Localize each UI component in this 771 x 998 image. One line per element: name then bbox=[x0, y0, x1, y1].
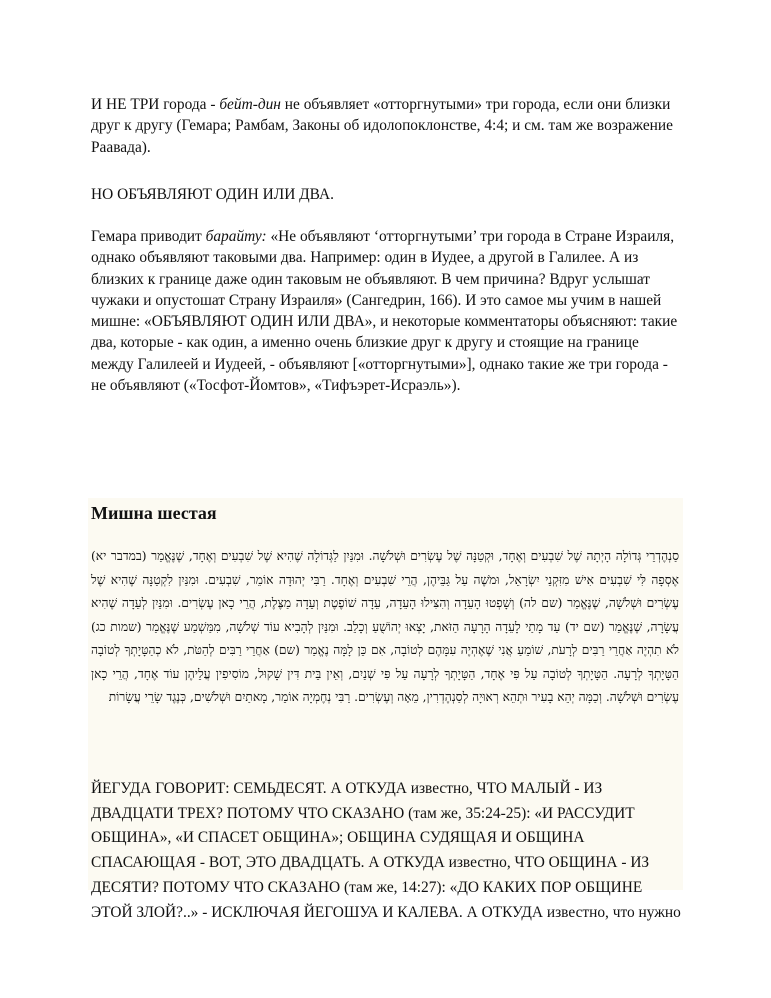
commentary-i: : «ДО КАКИХ ПОР ОБЩИНЕ ЭТОЙ ЗЛОЙ?..» bbox=[91, 878, 643, 921]
commentary-a: ЙЕГУДА ГОВОРИТ: СЕМЬДЕСЯТ. А ОТКУДА bbox=[91, 780, 411, 797]
commentary-b: известно bbox=[410, 780, 469, 797]
commentary-h: (там же, 14:27) bbox=[343, 878, 442, 896]
paragraph-baraita bbox=[91, 226, 681, 396]
commentary-f: известно bbox=[448, 854, 507, 872]
para1-lead: И НЕ ТРИ города - bbox=[91, 96, 220, 113]
para3-term: барайту: bbox=[205, 228, 267, 245]
para1-term: бейт-дин bbox=[219, 96, 281, 113]
para3-rest: «Не объявляют ‘отторгнутыми’ три города в Стране Израиля, однако объявляют таковыми два. Например: один в Иудее, а другой в Галилее. А из близких к границе даже один таковым не объявляют. В чем причина? Вдруг услышат чужаки и опустошат Страну Израиля» (Сангедрин, 166). И это самое мы учим в нашей мишне: «ОБЪЯВЛЯЮТ ОДИН ИЛИ ДВА», и некоторые комментаторы объясняют: такие два, которые - как один, а именно очень близкие друг к другу и стоящие на границе между Галилеей и Иудеей, - объявляют [«отторгнутыми»], однако такие же три города - не объявляют («Тосфот-Йомтов», «Тифъэрет-Исраэль»). bbox=[91, 228, 678, 395]
commentary-k: известно, что нужно bbox=[546, 903, 681, 921]
commentary-c: , ЧТО МАЛЫЙ - ИЗ ДВАДЦАТИ ТРЕХ? ПОТОМУ ЧТО СКАЗАНО bbox=[91, 780, 603, 822]
mishna-commentary bbox=[91, 777, 681, 925]
mishna-title: Мишна шестая bbox=[91, 503, 217, 523]
para3-lead: Гемара приводит bbox=[91, 228, 206, 245]
paragraph-one-or-two: НО ОБЪЯВЛЯЮТ ОДИН ИЛИ ДВА. bbox=[91, 186, 334, 203]
para1-rest: не объявляет «отторгнутыми» три города, если они близки друг к другу (Гемара; Рамбам, Законы об идолопоклонстве, 4:4; и см. там же возражение Раавада). bbox=[91, 96, 673, 156]
commentary-e: : «И РАССУДИТ ОБЩИНА», «И СПАСЕТ ОБЩИНА»; ОБЩИНА СУДЯЩАЯ И ОБЩИНА СПАСАЮЩАЯ - ВОТ, ЭТО ДВАДЦАТЬ. А ОТКУДА bbox=[91, 804, 635, 872]
mishna-hebrew-text: סַנְהֶדְרֵי גְּדוֹלָה הָיְתָה שֶׁל שִׁבְעִים וְאֶחָד, וּקְטַנָּה שֶׁל עֶשְׂרִים וּשְׁלֹשָׁה. וּמִנַּיִן לַגְּדוֹלָה שֶׁהִיא שֶׁל שִׁבְעִים וְאֶחָד, שֶׁנֶּאֱמַר (במדבר יא) אֶסְפָה לִּי שִׁבְעִים אִישׁ מִזִּקְנֵי יִשְׂרָאֵל, וּמֹשֶׁה עַל גַּבֵּיהֶן, הֲרֵי שִׁבְעִים וְאֶחָד. רַבִּי יְהוּדָה אוֹמֵר, שִׁבְעִים. וּמִנַּיִן לִקְטַנָּה שֶׁהִיא שֶׁל עֶשְׂרִים וּשְׁלֹשָׁה, שֶׁנֶּאֱמַר (שם לה) וְשָׁפְטוּ הָעֵדָה וְהִצִּילוּ הָעֵדָה, עֵדָה שׁוֹפֶטֶת וְעֵדָה מַצֶּלֶת, הֲרֵי כָאן עֶשְׂרִים. וּמִנַּיִן לְעֵדָה שֶׁהִיא עֲשָׂרָה, שֶׁנֶּאֱמַר (שם יד) עַד מָתַי לָעֵדָה הָרָעָה הַזֹּאת, יָצְאוּ יְהוֹשֻׁעַ וְכָלֵב. וּמִנַּיִן לְהָבִיא עוֹד שְׁלֹשָׁה, מִמַּשְׁמַע שֶׁנֶּאֱמַר (שמות כג) לֹא תִהְיֶה אַחֲרֵי רַבִּים לְרָעֹת, שׁוֹמֵעַ אֲנִי שֶׁאֶהְיֶה עִמָּהֶם לְטוֹבָה, אִם כֵּן לָמָּה נֶאֱמַר (שם) אַחֲרֵי רַבִּים לְהַטֹּת, לֹא כְהַטָּיָתְךָ לְטוֹבָה הַטָּיָתְךָ לְרָעָה. הַטָּיָתְךָ לְטוֹבָה עַל פִּי אֶחָד, הַטָּיָתְךָ לְרָעָה עַל פִּי שְׁנַיִם, וְאֵין בֵּית דִּין שָׁקוּל, מוֹסִיפִין עֲלֵיהֶן עוֹד אֶחָד, הֲרֵי כָאן עֶשְׂרִים וּשְׁלֹשָׁה. וְכַמָּה יְהֵא בָעִיר וּתְהֵא רְאוּיָה לְסַנְהֶדְרִין, מֵאָה וְעֶשְׂרִים. רַבִּי נְחֶמְיָה אוֹמֵר, מָאתַיִם וּשְׁלֹשִׁים, כְּנֶגֶד שָׂרֵי עֲשָׂרוֹת bbox=[91, 549, 679, 704]
commentary-d: (там же, 35:24-25) bbox=[408, 804, 527, 822]
commentary-j: - ИСКЛЮЧАЯ ЙЕГОШУА И КАЛЕВА. А ОТКУДА bbox=[202, 903, 547, 921]
commentary-g: , ЧТО ОБЩИНА - ИЗ ДЕСЯТИ? ПОТОМУ ЧТО СКАЗАНО bbox=[91, 854, 650, 896]
paragraph-three-cities bbox=[91, 94, 681, 158]
